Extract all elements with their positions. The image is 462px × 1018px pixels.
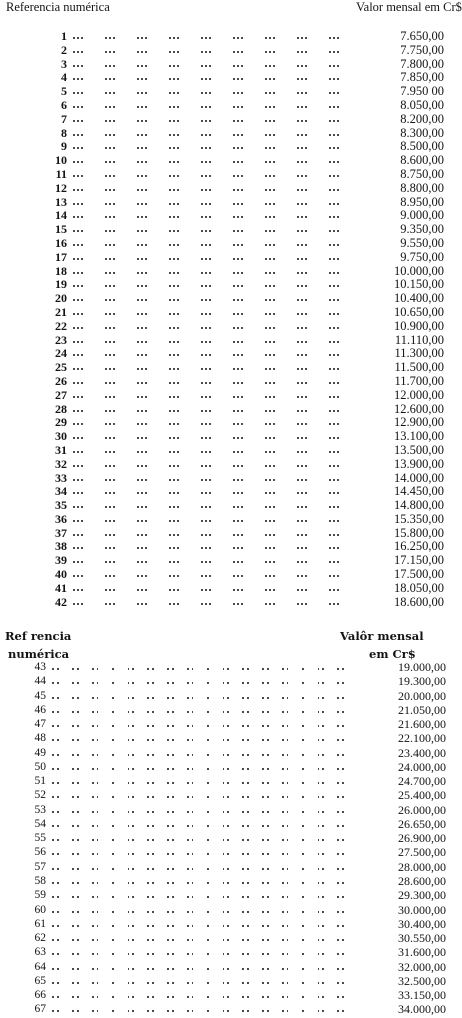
dot-leader — [73, 603, 345, 605]
reference-number: 62 — [34, 932, 46, 945]
dot-leader — [73, 382, 345, 384]
dot-leader — [73, 65, 345, 67]
table-row — [0, 361, 451, 375]
dot-leader — [52, 953, 352, 955]
monthly-value: 10.650,00 — [394, 304, 444, 319]
monthly-value: 12.000,00 — [394, 387, 444, 402]
monthly-value: 8.500,00 — [400, 139, 444, 154]
monthly-value: 19.000,00 — [398, 660, 446, 674]
table-row — [0, 237, 451, 251]
dot-leader — [52, 682, 352, 684]
table-row — [0, 182, 451, 196]
reference-number: 40 — [55, 567, 67, 582]
reference-number: 18 — [55, 263, 67, 278]
table-row — [0, 989, 451, 1003]
monthly-value: 12.600,00 — [394, 401, 444, 416]
monthly-value: 23.400,00 — [398, 745, 446, 760]
monthly-value: 22.100,00 — [398, 731, 446, 746]
reference-number: 35 — [55, 498, 67, 513]
reference-number: 66 — [34, 989, 46, 1002]
monthly-value: 13.900,00 — [394, 456, 444, 471]
table-row — [0, 30, 451, 44]
dot-leader — [73, 396, 345, 398]
column-header-reference — [5, 630, 95, 661]
reference-number: 3 — [61, 56, 67, 71]
monthly-value: 8.050,00 — [400, 97, 444, 112]
dot-leader — [52, 839, 352, 841]
monthly-value: 24.000,00 — [398, 759, 446, 774]
reference-number: 64 — [34, 960, 46, 973]
table-row — [0, 540, 451, 554]
reference-number: 4 — [61, 70, 67, 85]
table-row — [0, 1003, 451, 1017]
monthly-value: 30.000,00 — [398, 902, 446, 917]
table-row — [0, 85, 451, 99]
monthly-value: 19.300,00 — [398, 674, 446, 689]
monthly-value: 7.850,00 — [400, 70, 444, 85]
monthly-value: 8.200,00 — [400, 111, 444, 126]
reference-number: 38 — [55, 539, 67, 554]
reference-number: 13 — [55, 194, 67, 209]
dot-leader — [73, 230, 345, 232]
reference-number: 61 — [34, 917, 46, 930]
monthly-value: 10.900,00 — [394, 318, 444, 333]
reference-number: 7 — [61, 111, 67, 126]
monthly-value: 8.750,00 — [400, 166, 444, 181]
monthly-value: 16.250,00 — [394, 539, 444, 554]
dot-leader — [73, 575, 345, 577]
monthly-value: 7.950 00 — [400, 84, 444, 99]
reference-number: 44 — [34, 675, 46, 688]
monthly-value: 10.400,00 — [394, 291, 444, 306]
table-row — [0, 761, 451, 775]
monthly-value: 9.750,00 — [400, 249, 444, 264]
table-row — [0, 292, 451, 306]
table-row — [0, 582, 451, 596]
table-row — [0, 472, 451, 486]
table-row — [0, 430, 451, 444]
monthly-value: 11.700,00 — [394, 373, 444, 388]
monthly-value: 14.000,00 — [394, 470, 444, 485]
dot-leader — [73, 561, 345, 563]
dot-leader — [52, 825, 352, 827]
table-rows — [0, 30, 451, 609]
monthly-value: 30.550,00 — [398, 931, 446, 946]
monthly-value: 26.650,00 — [398, 816, 446, 831]
reference-number: 33 — [55, 470, 67, 485]
reference-number: 57 — [34, 860, 46, 873]
dot-leader — [73, 189, 345, 191]
dot-leader — [73, 451, 345, 453]
monthly-value: 7.800,00 — [400, 56, 444, 71]
reference-number: 65 — [34, 974, 46, 987]
monthly-value: 17.500,00 — [394, 567, 444, 582]
dot-leader — [73, 37, 345, 39]
table-row — [0, 58, 451, 72]
dot-leader — [52, 982, 352, 984]
reference-number: 46 — [34, 703, 46, 716]
reference-number: 5 — [61, 84, 67, 99]
monthly-value: 13.100,00 — [394, 429, 444, 444]
table-row — [0, 718, 451, 732]
table-row — [0, 832, 451, 846]
reference-number: 15 — [55, 222, 67, 237]
reference-number: 59 — [34, 889, 46, 902]
reference-number: 60 — [34, 903, 46, 916]
table-row — [0, 154, 451, 168]
table-row — [0, 140, 451, 154]
table-row — [0, 99, 451, 113]
dot-leader — [73, 465, 345, 467]
reference-number: 26 — [55, 373, 67, 388]
table-row — [0, 444, 451, 458]
monthly-value: 21.600,00 — [398, 717, 446, 732]
reference-number: 12 — [55, 180, 67, 195]
table-row — [0, 818, 451, 832]
dot-leader — [52, 754, 352, 756]
table-row — [0, 265, 451, 279]
reference-number: 23 — [55, 332, 67, 347]
monthly-value: 21.050,00 — [398, 702, 446, 717]
table-row — [0, 44, 451, 58]
dot-leader — [52, 868, 352, 870]
table-row — [0, 403, 451, 417]
monthly-value: 17.150,00 — [394, 553, 444, 568]
table-row — [0, 485, 451, 499]
dot-leader — [73, 506, 345, 508]
table-row — [0, 513, 451, 527]
table-row — [0, 690, 451, 704]
dot-leader — [73, 520, 345, 522]
dot-leader — [73, 120, 345, 122]
dot-leader — [52, 1010, 352, 1012]
dot-leader — [52, 911, 352, 913]
table-row — [0, 889, 451, 903]
dot-leader — [73, 437, 345, 439]
table-row — [0, 804, 451, 818]
reference-number: 8 — [61, 125, 67, 140]
dot-leader — [73, 161, 345, 163]
monthly-value: 8.600,00 — [400, 153, 444, 168]
dot-leader — [73, 175, 345, 177]
dot-leader — [73, 423, 345, 425]
table-row — [0, 918, 451, 932]
dot-leader — [73, 492, 345, 494]
header-line: Valôr mensal — [340, 629, 424, 643]
reference-number: 47 — [34, 718, 46, 731]
reference-number: 19 — [55, 277, 67, 292]
dot-leader — [73, 354, 345, 356]
dot-leader — [73, 106, 345, 108]
reference-number: 39 — [55, 553, 67, 568]
table-row — [0, 223, 451, 237]
monthly-value: 14.450,00 — [394, 484, 444, 499]
monthly-value: 11.300,00 — [394, 346, 444, 361]
reference-number: 50 — [34, 760, 46, 773]
monthly-value: 30.400,00 — [398, 916, 446, 931]
reference-number: 53 — [34, 803, 46, 816]
dot-leader — [52, 739, 352, 741]
monthly-value: 9.000,00 — [400, 208, 444, 223]
dot-leader — [52, 882, 352, 884]
monthly-value: 33.150,00 — [398, 988, 446, 1003]
reference-number: 21 — [55, 304, 67, 319]
reference-number: 55 — [34, 832, 46, 845]
dot-leader — [73, 244, 345, 246]
table-row — [0, 975, 451, 989]
table-row — [0, 661, 451, 675]
table-row — [0, 775, 451, 789]
dot-leader — [73, 51, 345, 53]
reference-number: 20 — [55, 291, 67, 306]
header-line: Ref rencia — [5, 629, 72, 643]
table-row — [0, 113, 451, 127]
reference-number: 11 — [55, 166, 67, 181]
dot-leader — [73, 78, 345, 80]
monthly-value: 10.000,00 — [394, 263, 444, 278]
dot-leader — [52, 711, 352, 713]
reference-number: 22 — [55, 318, 67, 333]
reference-number: 43 — [34, 661, 46, 673]
reference-number: 41 — [55, 580, 67, 595]
dot-leader — [52, 782, 352, 784]
dot-leader — [73, 134, 345, 136]
dot-leader — [52, 725, 352, 727]
table-row — [0, 875, 451, 889]
dot-leader — [52, 796, 352, 798]
column-header-monthly-value — [340, 630, 446, 661]
reference-number: 24 — [55, 346, 67, 361]
reference-number: 30 — [55, 429, 67, 444]
monthly-value: 20.000,00 — [398, 688, 446, 703]
table-row — [0, 306, 451, 320]
reference-number: 25 — [55, 360, 67, 375]
monthly-value: 26.900,00 — [398, 831, 446, 846]
dot-leader — [52, 853, 352, 855]
table-row — [0, 127, 451, 141]
table-row — [0, 71, 451, 85]
dot-leader — [52, 925, 352, 927]
table-row — [0, 209, 451, 223]
reference-number: 52 — [34, 789, 46, 802]
header-line: numérica — [8, 647, 70, 661]
reference-number: 34 — [55, 484, 67, 499]
table-row — [0, 904, 451, 918]
table-row — [0, 168, 451, 182]
monthly-value: 12.900,00 — [394, 415, 444, 430]
dot-leader — [73, 258, 345, 260]
reference-number: 54 — [34, 817, 46, 830]
reference-number: 56 — [34, 846, 46, 859]
table-row — [0, 789, 451, 803]
reference-number: 51 — [34, 775, 46, 788]
reference-number: 1 — [61, 29, 67, 43]
column-header-monthly-value: Valor mensal em Cr$ — [356, 0, 462, 14]
monthly-value: 8.800,00 — [400, 180, 444, 195]
table-row — [0, 347, 451, 361]
monthly-value: 15.800,00 — [394, 525, 444, 540]
dot-leader — [73, 410, 345, 412]
reference-number: 67 — [34, 1003, 46, 1016]
monthly-value: 34.000,00 — [398, 1002, 446, 1017]
table-row — [0, 961, 451, 975]
table-row — [0, 416, 451, 430]
monthly-value: 9.350,00 — [400, 222, 444, 237]
column-header-reference: Referencia numérica — [6, 0, 110, 14]
monthly-value: 24.700,00 — [398, 774, 446, 789]
monthly-value: 25.400,00 — [398, 788, 446, 803]
reference-number: 42 — [55, 594, 67, 609]
reference-number: 32 — [55, 456, 67, 471]
table-row — [0, 946, 451, 960]
monthly-value: 13.500,00 — [394, 442, 444, 457]
dot-leader — [73, 285, 345, 287]
table-row — [0, 499, 451, 513]
dot-leader — [73, 327, 345, 329]
monthly-value: 32.500,00 — [398, 973, 446, 988]
table-row — [0, 389, 451, 403]
dot-leader — [52, 768, 352, 770]
reference-number: 14 — [55, 208, 67, 223]
dot-leader — [73, 368, 345, 370]
reference-number: 17 — [55, 249, 67, 264]
reference-number: 45 — [34, 689, 46, 702]
dot-leader — [52, 939, 352, 941]
monthly-value: 29.300,00 — [398, 888, 446, 903]
table-row — [0, 278, 451, 292]
monthly-value: 7.750,00 — [400, 42, 444, 57]
header-line: em Cr$ — [369, 647, 416, 661]
table-rows — [0, 661, 451, 1018]
reference-number: 48 — [34, 732, 46, 745]
monthly-value: 18.600,00 — [394, 594, 444, 609]
dot-leader — [73, 313, 345, 315]
dot-leader — [73, 341, 345, 343]
table-row — [0, 458, 451, 472]
monthly-value: 27.500,00 — [398, 845, 446, 860]
reference-number: 58 — [34, 874, 46, 887]
reference-number: 16 — [55, 235, 67, 250]
monthly-value: 15.350,00 — [394, 511, 444, 526]
reference-number: 28 — [55, 401, 67, 416]
reference-number: 37 — [55, 525, 67, 540]
dot-leader — [73, 547, 345, 549]
table-row — [0, 732, 451, 746]
dot-leader — [52, 697, 352, 699]
table-row — [0, 334, 451, 348]
dot-leader — [73, 479, 345, 481]
dot-leader — [73, 216, 345, 218]
dot-leader — [52, 668, 352, 670]
monthly-value: 9.550,00 — [400, 235, 444, 250]
monthly-value: 11.110,00 — [394, 332, 444, 347]
reference-number: 49 — [34, 746, 46, 759]
dot-leader — [73, 147, 345, 149]
table-row — [0, 251, 451, 265]
monthly-value: 14.800,00 — [394, 498, 444, 513]
monthly-value: 31.600,00 — [398, 945, 446, 960]
monthly-value: 8.950,00 — [400, 194, 444, 209]
monthly-value: 28.600,00 — [398, 873, 446, 888]
table-row — [0, 375, 451, 389]
table-row — [0, 527, 451, 541]
dot-leader — [73, 203, 345, 205]
reference-number: 2 — [61, 42, 67, 57]
dot-leader — [73, 272, 345, 274]
monthly-value: 10.150,00 — [394, 277, 444, 292]
dot-leader — [52, 811, 352, 813]
table-row — [0, 596, 451, 610]
dot-leader — [52, 996, 352, 998]
table-row — [0, 675, 451, 689]
table-row — [0, 320, 451, 334]
table-row — [0, 861, 451, 875]
table-row — [0, 554, 451, 568]
reference-number: 63 — [34, 946, 46, 959]
dot-leader — [73, 92, 345, 94]
monthly-value: 8.300,00 — [400, 125, 444, 140]
table-row — [0, 568, 451, 582]
reference-number: 27 — [55, 387, 67, 402]
dot-leader — [73, 299, 345, 301]
monthly-value: 11.500,00 — [394, 360, 444, 375]
reference-number: 29 — [55, 415, 67, 430]
table-row — [0, 196, 451, 210]
dot-leader — [73, 534, 345, 536]
dot-leader — [73, 589, 345, 591]
reference-number: 31 — [55, 442, 67, 457]
monthly-value: 32.000,00 — [398, 959, 446, 974]
monthly-value: 26.000,00 — [398, 802, 446, 817]
reference-number: 9 — [61, 139, 67, 154]
table-row — [0, 846, 451, 860]
reference-number: 6 — [61, 97, 67, 112]
dot-leader — [52, 968, 352, 970]
monthly-value: 28.000,00 — [398, 859, 446, 874]
table-row — [0, 747, 451, 761]
dot-leader — [52, 896, 352, 898]
reference-number: 10 — [55, 153, 67, 168]
table-row — [0, 704, 451, 718]
reference-number: 36 — [55, 511, 67, 526]
monthly-value: 18.050,00 — [394, 580, 444, 595]
table-row — [0, 932, 451, 946]
monthly-value: 7.650,00 — [400, 29, 444, 43]
